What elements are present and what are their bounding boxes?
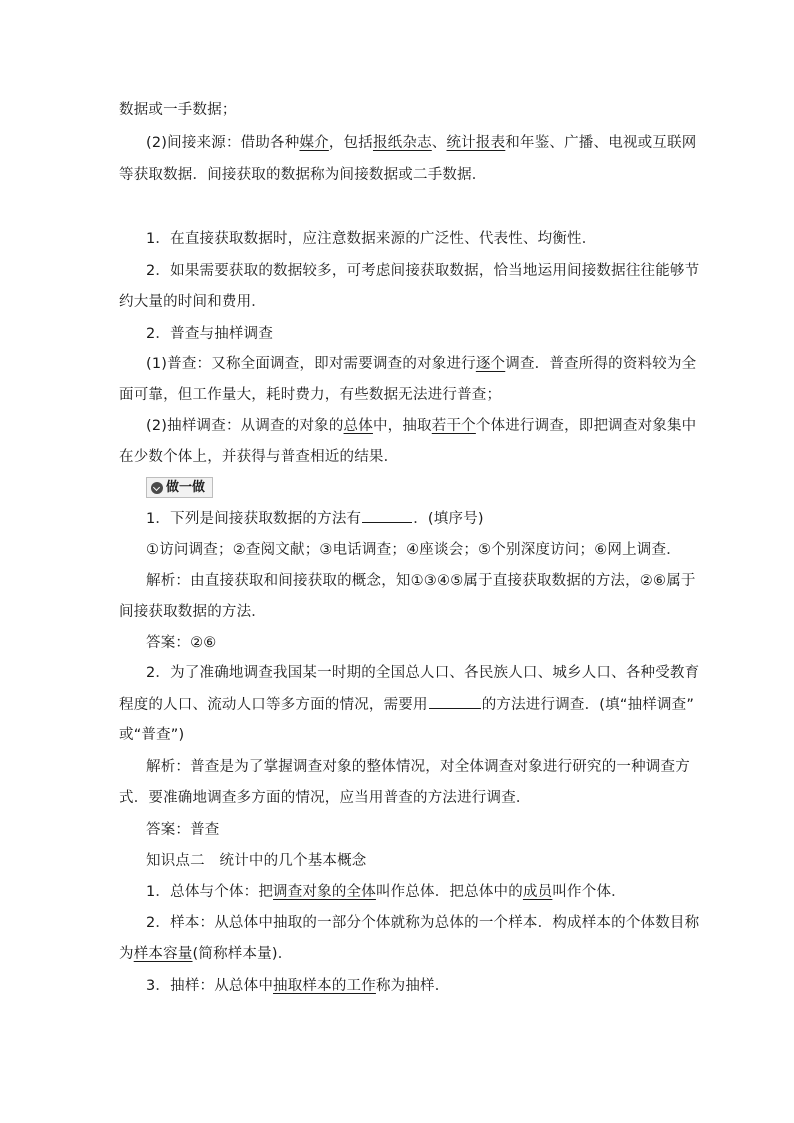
text: 2．普查与抽样调查 [146,326,274,342]
paragraph-sampling [146,416,696,436]
text: 个体进行调查，即把调查对象集中 [475,418,697,434]
underlined-term: 报纸杂志 [372,135,432,151]
paragraph-census [146,354,696,374]
text: 2．如果需要获取的数据较多，可考虑间接获取数据，恰当地运用间接数据往往能够节 [146,263,700,279]
underlined-term: 成员 [522,884,553,900]
text: (简称样本量)． [192,946,293,962]
question-1 [146,508,484,529]
question-2-analysis-cont [119,788,531,808]
check-circle-icon [151,482,163,494]
text: 调查．普查所得的资料较为全 [505,356,697,372]
text: 解析：由直接获取和间接获取的概念，知①③④⑤属于直接获取数据的方法，②⑥属于 [146,573,696,589]
text: 为 [119,946,134,962]
question-2-answer [146,820,220,840]
knowledge-point-2-title [146,851,367,871]
text: 数据或一手数据； [119,102,237,118]
question-1-analysis [146,571,696,591]
underlined-term: 统计报表 [446,135,506,151]
text: (2)间接来源：借助各种 [146,135,300,151]
underlined-term: 抽取样本的工作 [273,978,376,994]
text: 或“普查”) [119,727,185,743]
note-1 [146,229,596,249]
text: 间接获取数据的方法． [119,604,266,620]
question-2 [146,663,699,683]
practice-badge [146,477,213,498]
paragraph-census-cont [119,385,501,405]
paragraph-indirect-source [146,133,696,153]
underlined-term: 媒介 [299,135,329,151]
note-2 [146,261,699,281]
text: 式．要准确地调查多方面的情况，应当用普查的方法进行调查． [119,790,531,806]
text: 在少数个体上，并获得与普查相近的结果． [119,449,399,465]
paragraph-sampling-cont [119,447,398,467]
text: 称为抽样． [375,978,450,994]
text: 和年鉴、广播、电视或互联网 [505,135,697,151]
note-2-cont [119,292,266,312]
text: 面可靠，但工作量大，耗时费力，有些数据无法进行普查； [119,387,502,403]
text: ，包括 [328,135,373,151]
text: 1．下列是间接获取数据的方法有 [146,511,362,527]
text: 、 [431,135,447,151]
section-title-census-sampling [146,324,273,344]
text: 叫作总体．把总体中的 [375,884,523,900]
underlined-term: 样本容量 [133,946,193,962]
underlined-term: 总体 [343,418,373,434]
answer-blank [362,508,412,523]
paragraph-indirect-source-cont [119,165,487,185]
text: 答案：②⑥ [146,635,217,651]
question-2-analysis [146,757,690,777]
text: 中，抽取 [372,418,432,434]
concept-population-individual [146,882,626,902]
text: 解析：普查是为了掌握调查对象的整体情况，对全体调查对象进行研究的一种调查方 [146,759,690,775]
text: 1．总体与个体：把 [146,884,274,900]
text: 叫作个体． [552,884,626,900]
text: 答案：普查 [146,822,220,838]
underlined-term: 调查对象的全体 [273,884,376,900]
concept-sample-cont [119,944,292,964]
text: 2．样本：从总体中抽取的一部分个体就称为总体的一个样本．构成样本的个体数目称 [146,915,700,931]
underlined-term: 逐个 [475,356,506,372]
text: 程度的人口、流动人口等多方面的情况，需要用 [119,697,428,713]
question-2-line2 [119,694,694,715]
text: 3．抽样：从总体中 [146,978,274,994]
text: (1)普查：又称全面调查，即对需要调查的对象进行 [146,356,476,372]
text: ①访问调查；②查阅文献；③电话调查；④座谈会；⑤个别深度访问；⑥网上调查． [146,542,681,558]
badge-label: 做一做 [166,480,206,495]
text: 知识点二 统计中的几个基本概念 [146,853,367,869]
text: (2)抽样调查：从调查的对象的 [146,418,344,434]
paragraph-direct-source-end [119,100,237,120]
text: 2．为了准确地调查我国某一时期的全国总人口、各民族人口、城乡人口、各种受教育 [146,665,700,681]
text: 1．在直接获取数据时，应注意数据来源的广泛性、代表性、均衡性． [146,231,597,247]
text: ．(填序号) [413,511,484,527]
text: 的方法进行调查．(填“抽样调查” [481,697,695,713]
answer-blank [429,694,481,709]
question-1-options [146,540,681,560]
concept-sample [146,913,699,933]
question-1-analysis-cont [119,602,266,622]
text: 约大量的时间和费用． [119,294,266,310]
question-1-answer [146,633,217,653]
text: 等获取数据．间接获取的数据称为间接数据或二手数据． [119,167,487,183]
question-2-line3 [119,725,184,745]
underlined-term: 若干个 [431,418,476,434]
concept-sampling [146,976,449,996]
